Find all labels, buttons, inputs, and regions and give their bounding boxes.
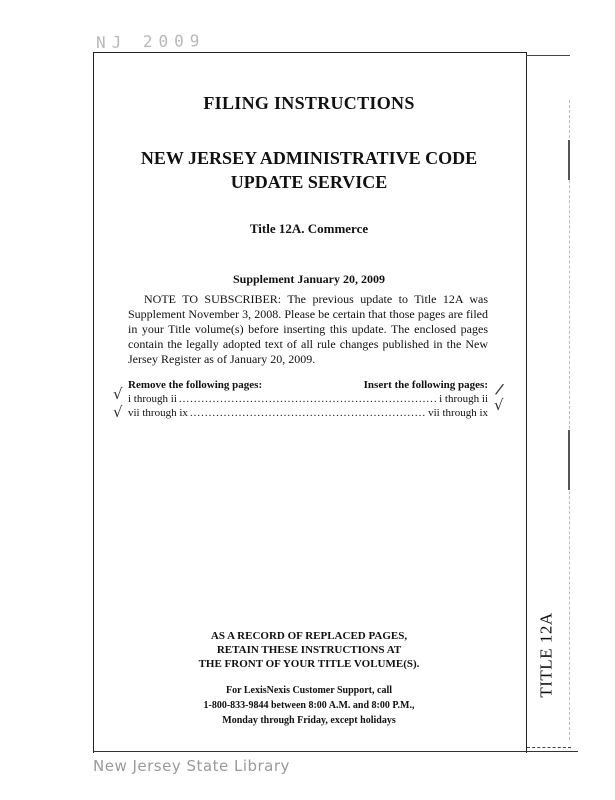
support-line: Monday through Friday, except holidays bbox=[222, 715, 396, 726]
insert-column-header: Insert the following pages: bbox=[363, 379, 488, 391]
subscriber-note: NOTE TO SUBSCRIBER: The previous update to Title 12A was Supplement November 3, 2008. Please be certain that those pages are filed in your Title volume(s) before inserting this update. The enclosed pages contain the legally adopted text of all rule changes published in the New Jersey Register as of January 20, 2009. bbox=[128, 292, 488, 366]
title-subject: Title 12A. Commerce bbox=[249, 221, 369, 236]
tab-top-rule bbox=[526, 55, 570, 56]
customer-support bbox=[93, 683, 525, 728]
check-mark-icon: √ bbox=[113, 403, 123, 421]
library-watermark: New Jersey State Library bbox=[93, 757, 290, 775]
spine-label: TITLE 12A bbox=[537, 612, 557, 698]
tick-stroke-icon: / bbox=[494, 379, 505, 399]
supplement-date: Supplement January 20, 2009 bbox=[232, 272, 386, 286]
code-title-line: UPDATE SERVICE bbox=[230, 172, 388, 192]
record-instructions bbox=[93, 629, 525, 671]
remove-pages: vii through ix bbox=[128, 407, 188, 419]
leader-dots bbox=[179, 393, 437, 405]
check-mark-icon: √ bbox=[113, 385, 123, 403]
page-columns-header bbox=[128, 379, 488, 391]
remove-pages: i through ii bbox=[128, 393, 177, 405]
support-line: For LexisNexis Customer Support, call bbox=[225, 685, 392, 696]
insert-pages: vii through ix bbox=[428, 407, 488, 419]
check-mark-icon: √ bbox=[494, 396, 504, 414]
insert-pages: i through ii bbox=[439, 393, 488, 405]
archive-stamp: NJ 2009 bbox=[95, 31, 206, 52]
record-line: RETAIN THESE INSTRUCTIONS AT bbox=[216, 644, 402, 656]
table-row bbox=[128, 407, 488, 419]
leader-dots bbox=[190, 407, 426, 419]
page-title: FILING INSTRUCTIONS bbox=[203, 93, 415, 113]
tab-bottom-dash bbox=[527, 747, 571, 748]
table-row bbox=[128, 393, 488, 405]
tab-right-edge bbox=[569, 100, 570, 740]
support-line: 1-800-833-9844 between 8:00 A.M. and 8:00 P.M., bbox=[203, 700, 415, 711]
tab-edge-mark bbox=[568, 430, 570, 490]
code-title-line: NEW JERSEY ADMINISTRATIVE CODE bbox=[140, 148, 478, 168]
remove-column-header: Remove the following pages: bbox=[128, 379, 263, 391]
page-frame-bottom-rule bbox=[93, 751, 578, 752]
code-title bbox=[93, 146, 525, 194]
record-line: THE FRONT OF YOUR TITLE VOLUME(S). bbox=[198, 658, 420, 670]
tab-edge-mark bbox=[568, 140, 570, 180]
spine-tab bbox=[532, 600, 562, 710]
record-line: AS A RECORD OF REPLACED PAGES, bbox=[210, 630, 408, 642]
